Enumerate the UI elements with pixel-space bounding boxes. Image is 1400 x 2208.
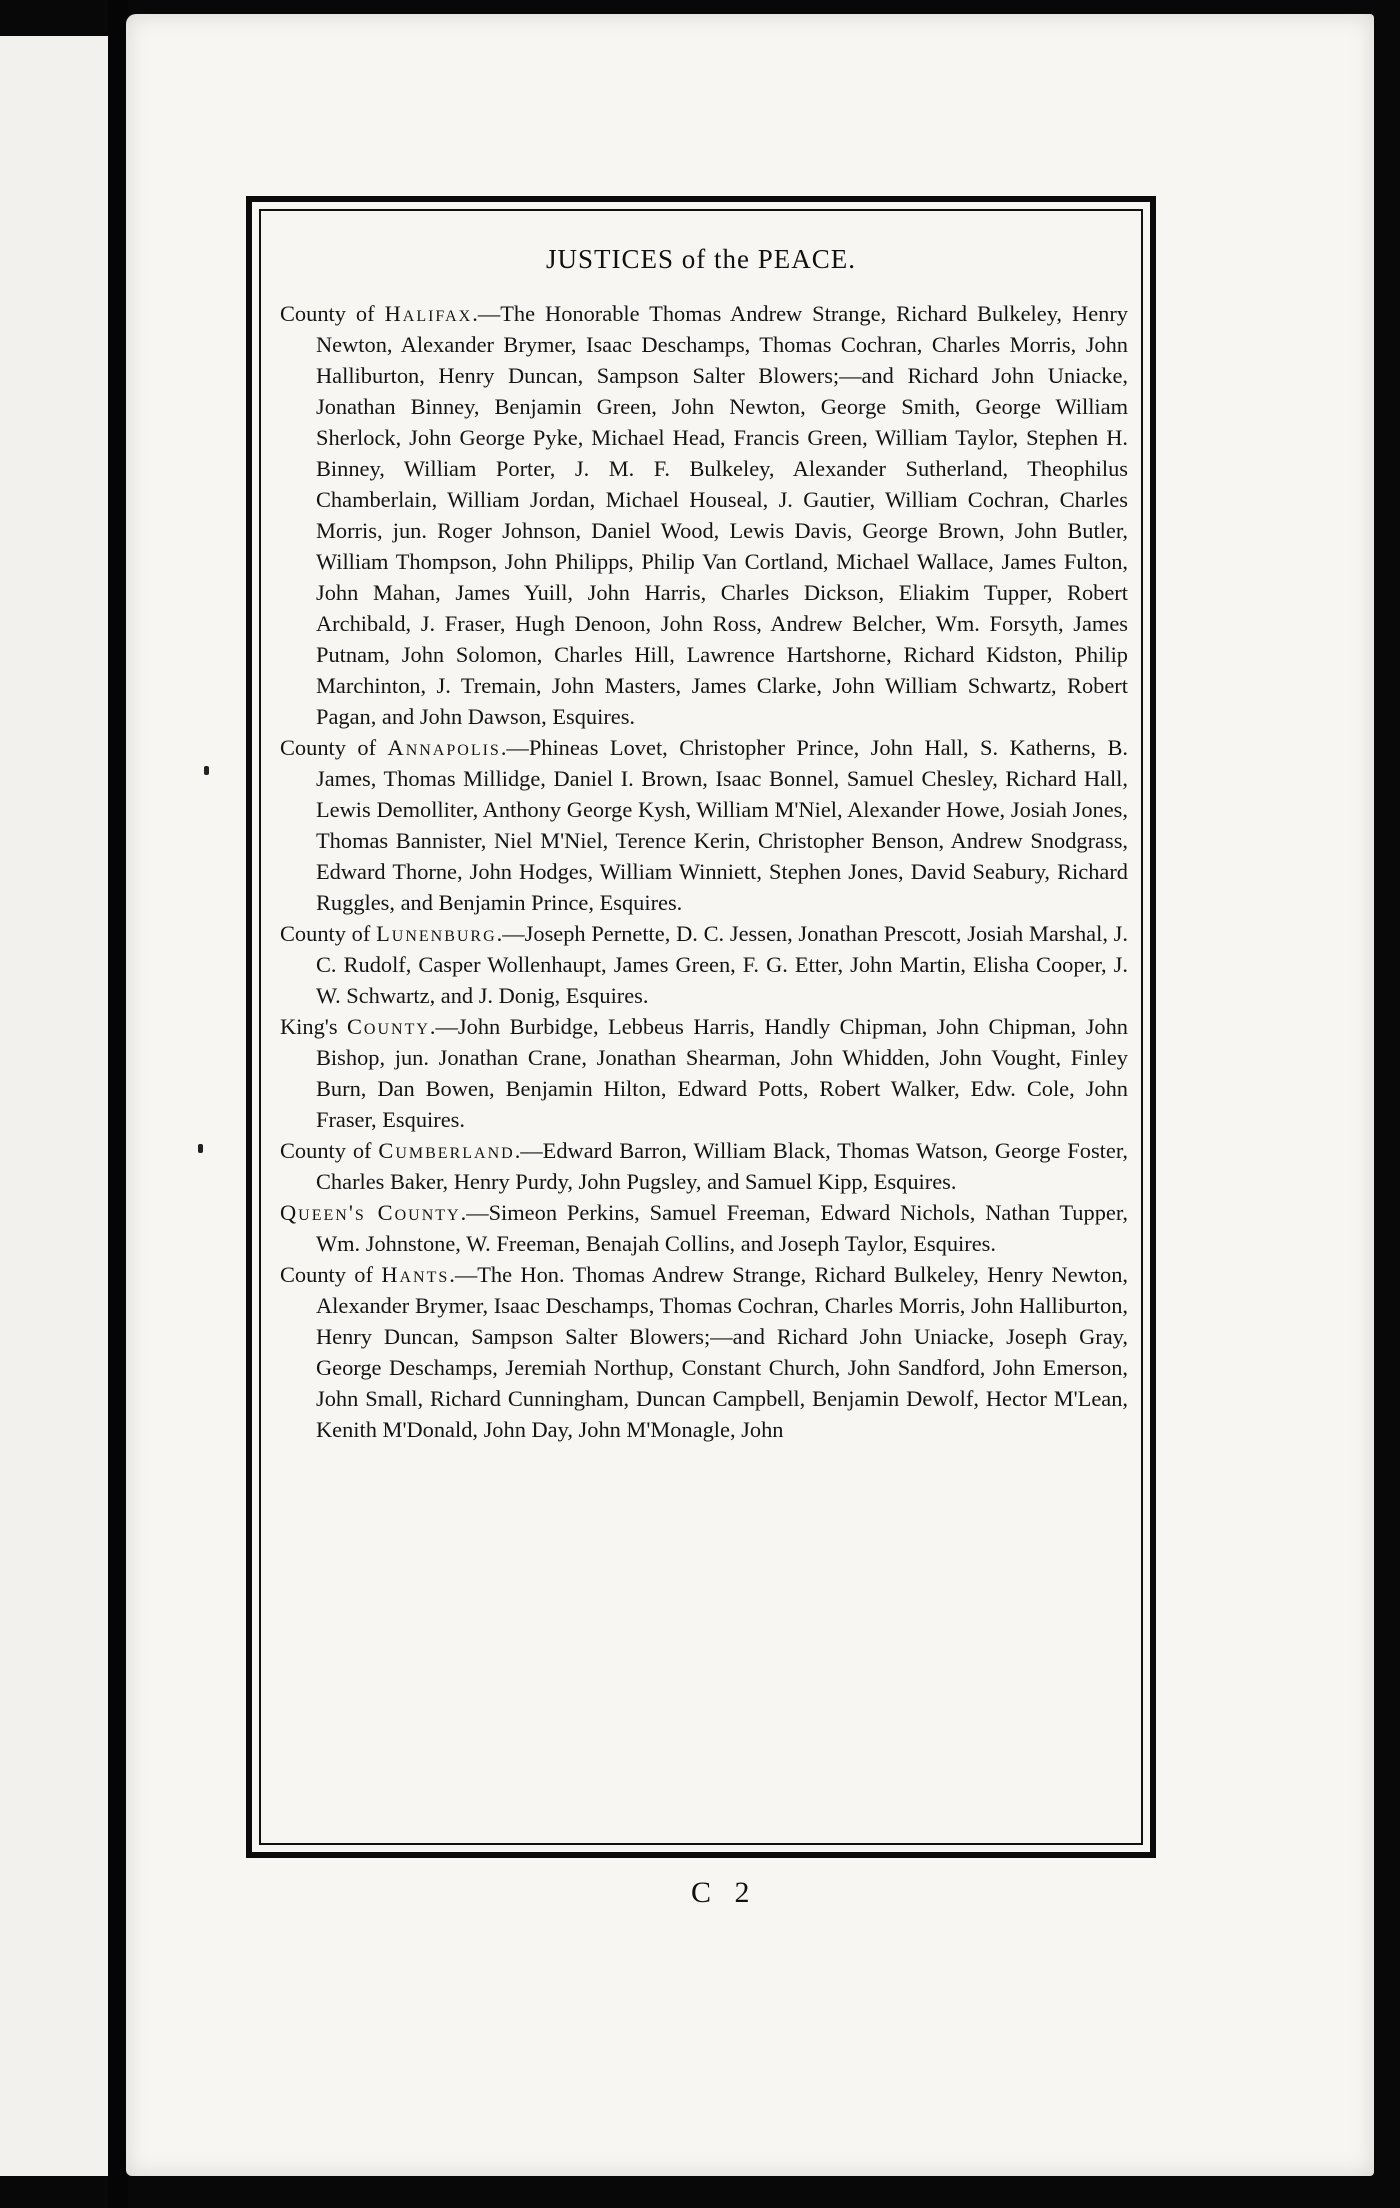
- entry-prefix: County of: [280, 1262, 382, 1287]
- county-entry-queens: [280, 1197, 1128, 1259]
- county-name: Queen's County: [280, 1200, 461, 1225]
- entry-prefix: County of: [280, 735, 388, 760]
- entry-prefix: King's: [280, 1014, 347, 1039]
- book-gutter: [108, 0, 128, 2208]
- entry-text: .—Simeon Perkins, Samuel Freeman, Edward Nichols, Nathan Tupper, Wm. Johnstone, W. Freeman, Benajah Collins, and Joseph Taylor, Esquires.: [316, 1200, 1128, 1256]
- county-entry-cumberland: [280, 1135, 1128, 1197]
- text-frame: [246, 196, 1156, 1858]
- page-blemish: [198, 1144, 203, 1153]
- county-entry-hants: [280, 1259, 1128, 1445]
- page-blemish: [204, 766, 209, 775]
- county-entry-annapolis: [280, 732, 1128, 918]
- county-name: Cumberland: [378, 1138, 515, 1163]
- entry-text: .—The Hon. Thomas Andrew Strange, Richard Bulkeley, Henry Newton, Alexander Brymer, Isaac Deschamps, Thomas Cochran, Charles Morris, John Halliburton, Henry Duncan, Sampson Salter Blowers;—and Richard John Uniacke, Joseph Gray, George Deschamps, Jeremiah Northup, Constant Church, John Sandford, John Emerson, John Small, Richard Cunningham, Duncan Campbell, Benjamin Dewolf, Hector M'Lean, Kenith M'Donald, John Day, John M'Monagle, John: [316, 1262, 1128, 1442]
- entry-prefix: County of: [280, 921, 377, 946]
- county-name: Hants: [381, 1262, 450, 1287]
- county-name: County: [346, 1014, 430, 1039]
- entry-prefix: County of: [280, 301, 385, 326]
- facing-page-edge: [0, 36, 110, 2176]
- entry-text: .—John Burbidge, Lebbeus Harris, Handly Chipman, John Chipman, John Bishop, jun. Jonathan Crane, Jonathan Shearman, John Whidden, John Vought, Finley Burn, Dan Bowen, Benjamin Hilton, Edward Potts, Robert Walker, Edw. Cole, John Fraser, Esquires.: [316, 1014, 1128, 1132]
- county-name: Halifax: [384, 301, 473, 326]
- page-heading: JUSTICES of the PEACE.: [545, 244, 856, 274]
- entry-prefix: County of: [280, 1138, 379, 1163]
- signature-mark: C 2: [691, 1876, 758, 1909]
- entry-text: .—Phineas Lovet, Christopher Prince, John Hall, S. Katherns, B. James, Thomas Millidge, Daniel I. Brown, Isaac Bonnel, Samuel Chesley, Richard Hall, Lewis Demolliter, Anthony George Kysh, William M'Niel, Alexander Howe, Josiah Jones, Thomas Bannister, Niel M'Niel, Terence Kerin, Christopher Benson, Andrew Snodgrass, Edward Thorne, John Hodges, William Winniett, Stephen Jones, David Seabury, Richard Ruggles, and Benjamin Prince, Esquires.: [316, 735, 1128, 915]
- entry-text: .—The Honorable Thomas Andrew Strange, Richard Bulkeley, Henry Newton, Alexander Brymer, Isaac Deschamps, Thomas Cochran, Charles Morris, John Halliburton, Henry Duncan, Sampson Salter Blowers;—and Richard John Uniacke, Jonathan Binney, Benjamin Green, John Newton, George Smith, George William Sherlock, John George Pyke, Michael Head, Francis Green, William Taylor, Stephen H. Binney, William Porter, J. M. F. Bulkeley, Alexander Sutherland, Theophilus Chamberlain, William Jordan, Michael Houseal, J. Gautier, William Cochran, Charles Morris, jun. Roger Johnson, Daniel Wood, Lewis Davis, George Brown, John Butler, William Thompson, John Philipps, Philip Van Cortland, Michael Wallace, James Fulton, John Mahan, James Yuill, John Harris, Charles Dickson, Eliakim Tupper, Robert Archibald, J. Fraser, Hugh Denoon, John Ross, Andrew Belcher, Wm. Forsyth, James Putnam, John Solomon, Charles Hill, Lawrence Hartshorne, Richard Kidston, Philip Marchinton, J. Tremain, John Masters, James Clarke, John William Schwartz, Robert Pagan, and John Dawson, Esquires.: [316, 301, 1128, 729]
- county-entry-lunenburg: [280, 918, 1128, 1011]
- county-entry-halifax: [280, 298, 1128, 732]
- county-entry-kings: [280, 1011, 1128, 1135]
- county-name: Lunenburg: [376, 921, 497, 946]
- entry-text: .—Joseph Pernette, D. C. Jessen, Jonathan Prescott, Josiah Marshal, J. C. Rudolf, Casper Wollenhaupt, James Green, F. G. Etter, John Martin, Elisha Cooper, J. W. Schwartz, and J. Donig, Esquires.: [316, 921, 1128, 1008]
- book-page: [126, 14, 1374, 2176]
- county-name: Annapolis: [387, 735, 501, 760]
- justices-list: [280, 298, 1128, 1445]
- entry-text: .—Edward Barron, William Black, Thomas Watson, George Foster, Charles Baker, Henry Purdy, John Pugsley, and Samuel Kipp, Esquires.: [316, 1138, 1128, 1194]
